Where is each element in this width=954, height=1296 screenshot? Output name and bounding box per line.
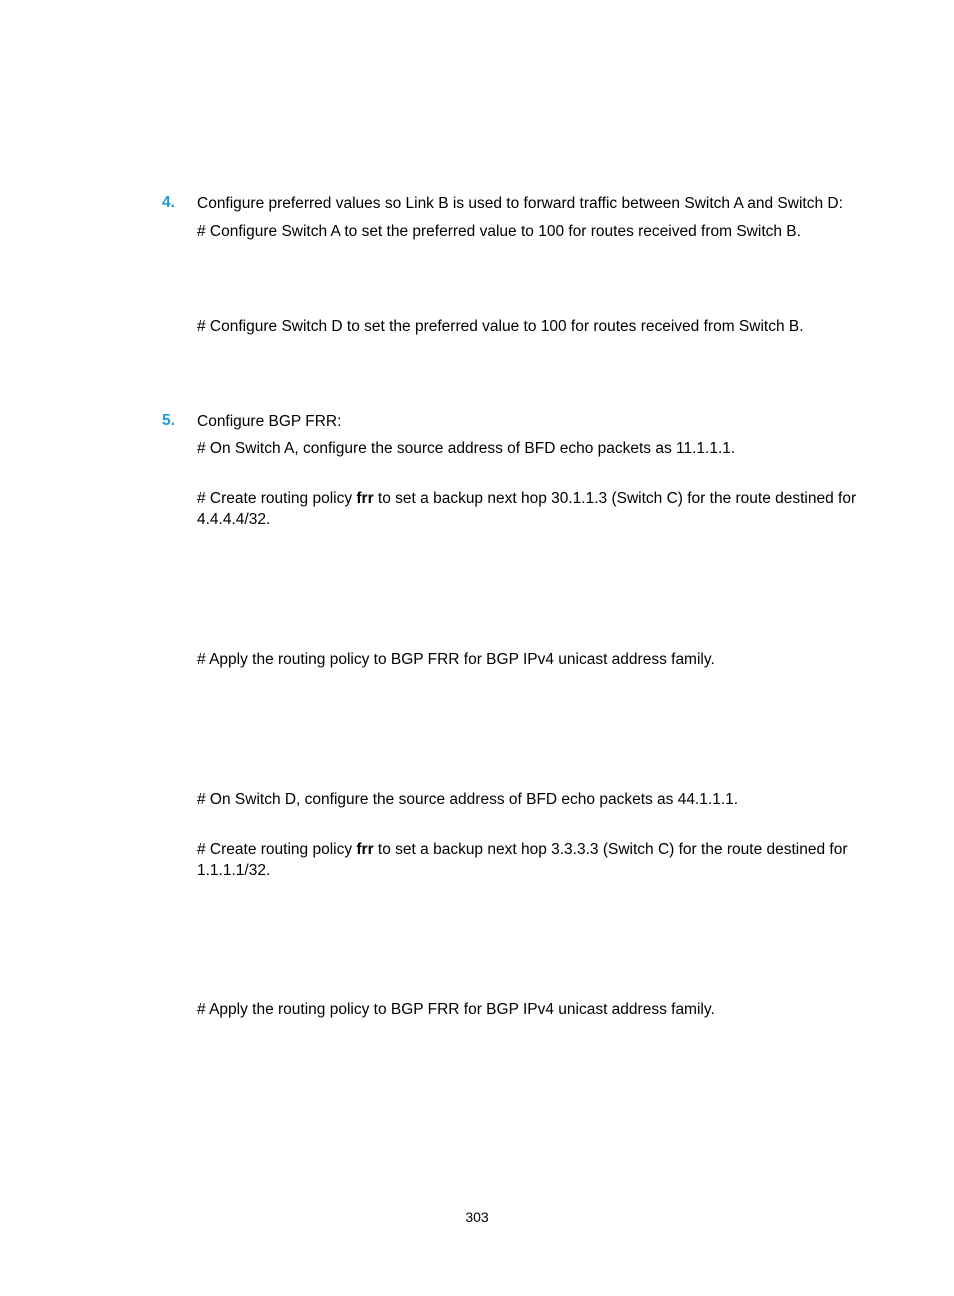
- step-note: # Configure Switch A to set the preferred value to 100 for routes received from Switch B.: [197, 223, 801, 240]
- note-text: to set a backup next hop 30.1.1.3 (Switch C) for the route destined for 4.4.4.4/32.: [197, 490, 857, 528]
- step-note: [197, 839, 867, 881]
- note-text: # Create routing policy: [197, 490, 357, 507]
- policy-keyword: frr: [356, 841, 374, 858]
- note-text: # Create routing policy: [197, 841, 357, 858]
- step-note: # On Switch D, configure the source address of BFD echo packets as 44.1.1.1.: [197, 791, 739, 808]
- step-title: Configure preferred values so Link B is used to forward traffic between Switch A and Switch D:: [197, 195, 843, 212]
- step-note: # On Switch A, configure the source address of BFD echo packets as 11.1.1.1.: [197, 440, 736, 457]
- step-number: 5.: [162, 412, 175, 429]
- step-note: # Apply the routing policy to BGP FRR for BGP IPv4 unicast address family.: [197, 651, 715, 668]
- page-number: 303: [465, 1209, 489, 1225]
- step-title: Configure BGP FRR:: [197, 413, 342, 430]
- step-note: # Apply the routing policy to BGP FRR for BGP IPv4 unicast address family.: [197, 1001, 715, 1018]
- step-note: [197, 488, 867, 530]
- note-text: to set a backup next hop 3.3.3.3 (Switch C) for the route destined for 1.1.1.1/32.: [197, 841, 848, 879]
- step-note: # Configure Switch D to set the preferred value to 100 for routes received from Switch B.: [197, 318, 804, 335]
- policy-keyword: frr: [356, 490, 374, 507]
- step-number: 4.: [162, 194, 175, 211]
